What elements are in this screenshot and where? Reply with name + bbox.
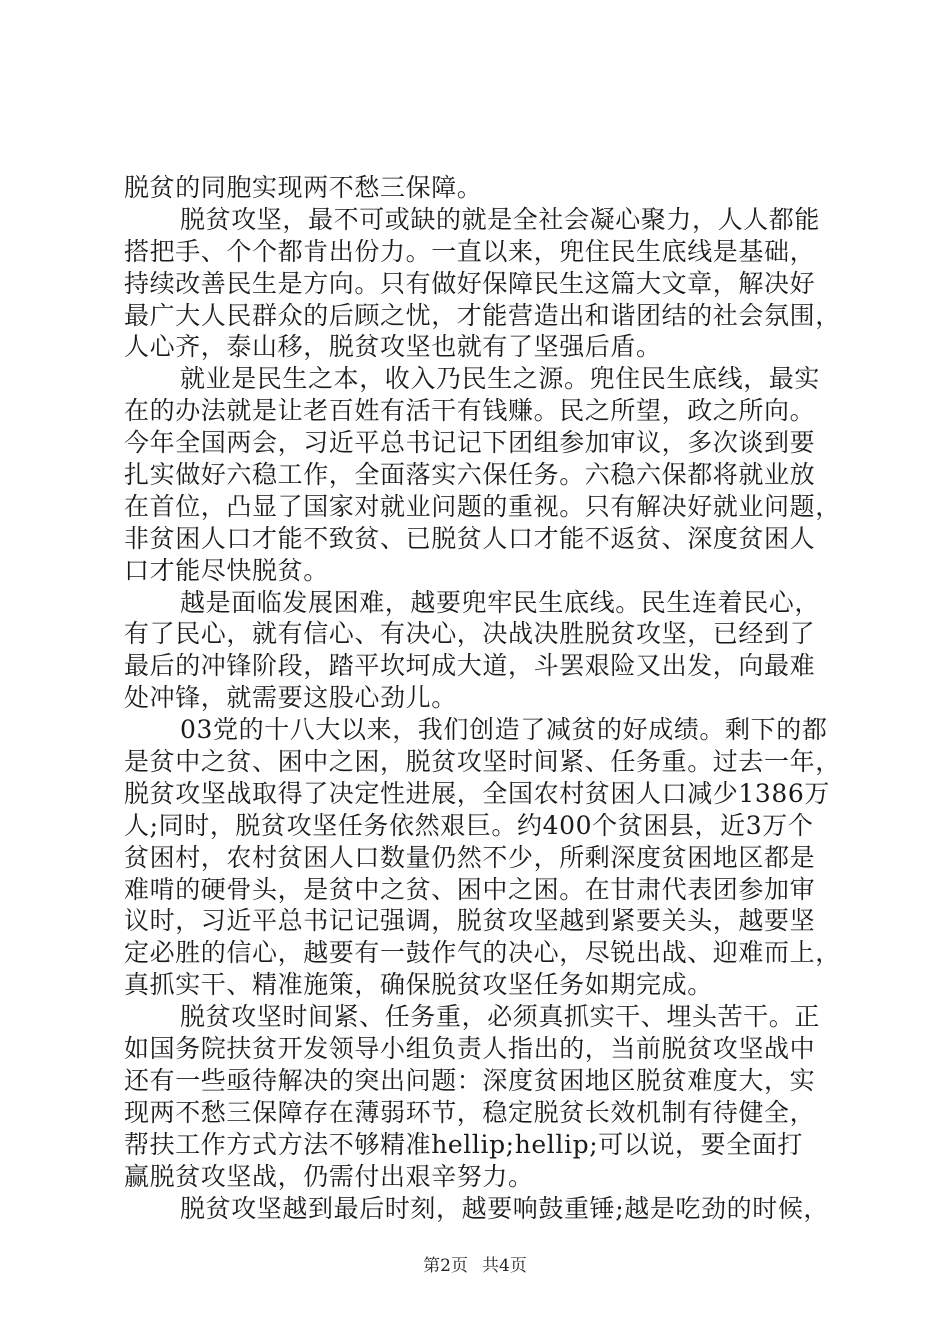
page-footer (0, 1254, 950, 1278)
text-line: 有了民心，就有信心、有决心，决战决胜脱贫攻坚，已经到了 (124, 619, 816, 649)
text-line: 人心齐，泰山移，脱贫攻坚也就有了坚强后盾。 (124, 332, 662, 362)
text-line: 最广大人民群众的后顾之忧，才能营造出和谐团结的社会氛围， (124, 300, 841, 330)
text-line: 脱贫攻坚时间紧、任务重，必须真抓实干、埋头苦干。正 (180, 1002, 821, 1032)
text-line: 搭把手、个个都肯出份力。一直以来，兜住民生底线是基础， (124, 236, 816, 266)
text-line: 人;同时，脱贫攻坚任务依然艰巨。约400个贫困县，近3万个 (124, 810, 814, 840)
page-number: 第2页 (423, 1256, 468, 1276)
page-total: 共4页 (482, 1256, 527, 1276)
text-line: 越是面临发展困难，越要兜牢民生底线。民生连着民心， (180, 587, 821, 617)
text-line: 还有一些亟待解决的突出问题：深度贫困地区脱贫难度大，实 (124, 1065, 816, 1095)
text-line: 赢脱贫攻坚战，仍需付出艰辛努力。 (124, 1161, 534, 1191)
text-line: 现两不愁三保障存在薄弱环节，稳定脱贫长效机制有待健全， (124, 1097, 816, 1127)
text-line: 脱贫攻坚，最不可或缺的就是全社会凝心聚力，人人都能 (180, 204, 821, 234)
text-line: 扎实做好六稳工作，全面落实六保任务。六稳六保都将就业放 (124, 460, 816, 490)
text-line: 脱贫的同胞实现两不愁三保障。 (124, 173, 483, 202)
text-line: 持续改善民生是方向。只有做好保障民生这篇大文章，解决好 (124, 268, 816, 298)
text-line: 难啃的硬骨头，是贫中之贫、困中之困。在甘肃代表团参加审 (124, 874, 816, 904)
text-line: 就业是民生之本，收入乃民生之源。兜住民生底线，最实 (180, 364, 821, 394)
text-line: 非贫困人口才能不致贫、已脱贫人口才能不返贫、深度贫困人 (124, 523, 816, 553)
text-line: 03党的十八大以来，我们创造了减贫的好成绩。剩下的都 (180, 715, 828, 745)
text-line: 脱贫攻坚越到最后时刻，越要响鼓重锤;越是吃劲的时候， (180, 1193, 830, 1223)
text-line: 定必胜的信心，越要有一鼓作气的决心，尽锐出战、迎难而上， (124, 938, 841, 968)
text-line: 脱贫攻坚战取得了决定性进展，全国农村贫困人口减少1386万 (124, 778, 831, 808)
text-line: 贫困村，农村贫困人口数量仍然不少，所剩深度贫困地区都是 (124, 842, 816, 872)
text-line: 在的办法就是让老百姓有活干有钱赚。民之所望，政之所向。 (124, 396, 816, 426)
text-line: 如国务院扶贫开发领导小组负责人指出的，当前脱贫攻坚战中 (124, 1034, 816, 1064)
text-line: 处冲锋，就需要这股心劲儿。 (124, 683, 457, 713)
text-line: 是贫中之贫、困中之困，脱贫攻坚时间紧、任务重。过去一年， (124, 747, 841, 777)
text-line: 今年全国两会，习近平总书记记下团组参加审议，多次谈到要 (124, 428, 816, 458)
text-line: 帮扶工作方式方法不够精准hellip;hellip;可以说，要全面打 (124, 1129, 804, 1159)
text-line: 最后的冲锋阶段，踏平坎坷成大道，斗罢艰险又出发，向最难 (124, 651, 816, 681)
text-line: 在首位，凸显了国家对就业问题的重视。只有解决好就业问题， (124, 491, 841, 521)
text-line: 口才能尽快脱贫。 (124, 555, 329, 585)
text-line: 议时，习近平总书记记强调，脱贫攻坚越到紧要关头，越要坚 (124, 906, 816, 936)
text-line: 真抓实干、精准施策，确保脱贫攻坚任务如期完成。 (124, 970, 713, 1000)
document-body (124, 172, 841, 1224)
